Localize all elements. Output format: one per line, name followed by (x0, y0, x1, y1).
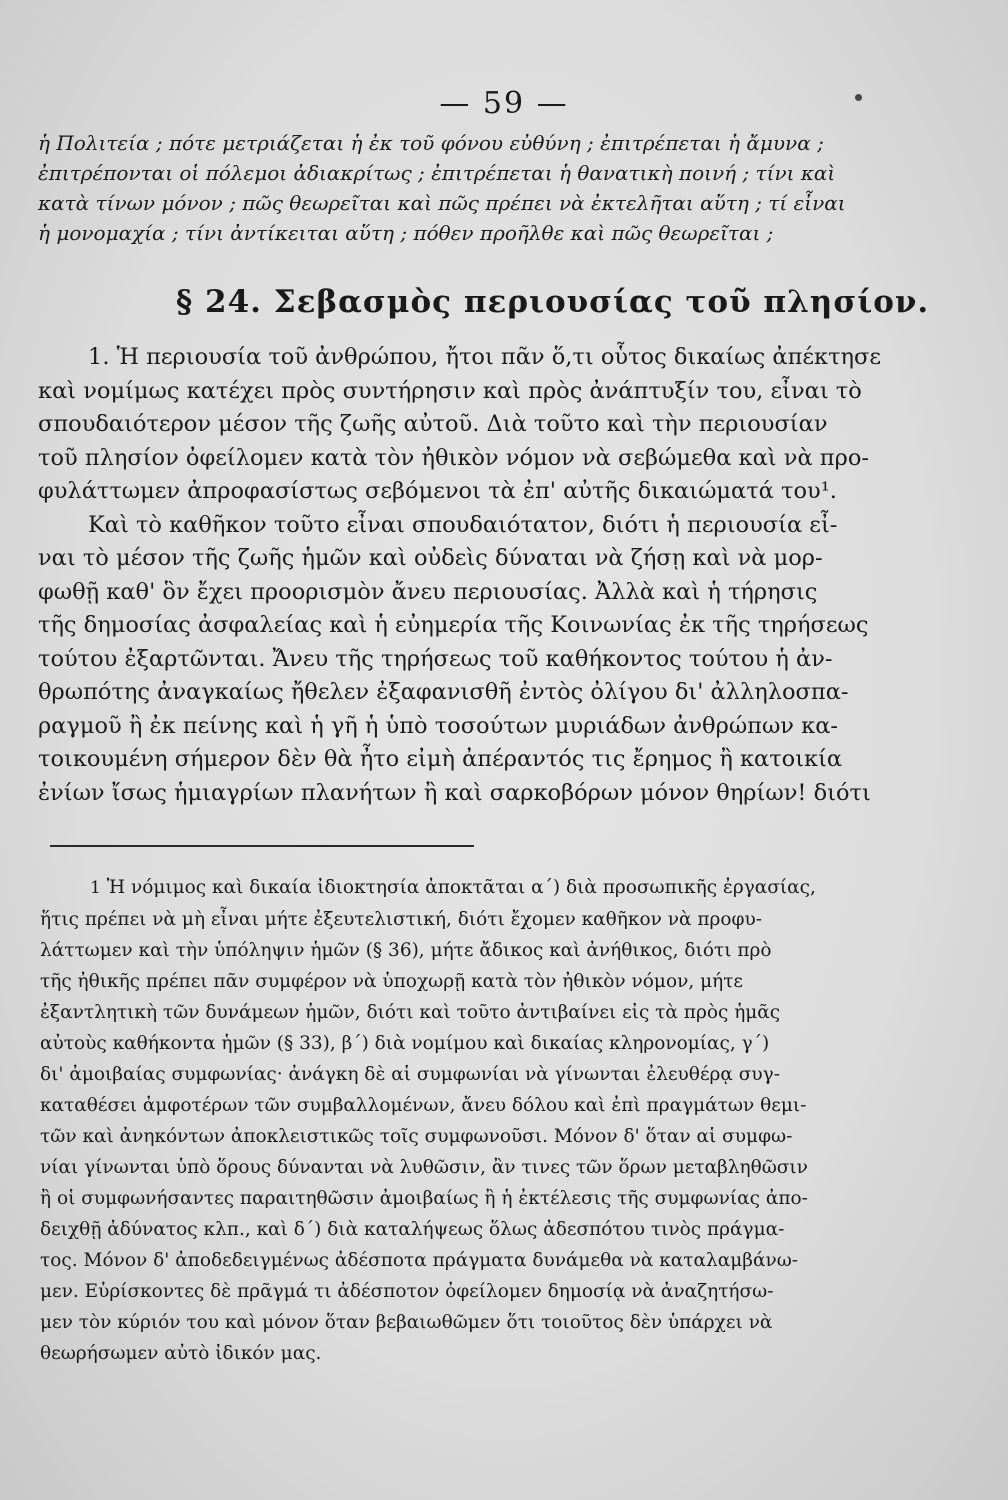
body-line: ἐνίων ἴσως ἡμιαγρίων πλανήτων ἢ καὶ σαρκοβόρων μόνον θηρίων! διότι (38, 779, 871, 806)
question-line: ἐπιτρέπονται οἱ πόλεμοι ἀδιακρίτως ; ἐπιτρέπεται ἡ θανατικὴ ποινή ; τίνι καὶ (38, 161, 836, 185)
body-line: καὶ νομίμως κατέχει πρὸς συντήρησιν καὶ πρὸς ἀνάπτυξίν του, εἶναι τὸ (38, 377, 862, 404)
body-line: τῆς δημοσίας ἀσφαλείας καὶ ἡ εὐημερία τῆς Κοινωνίας ἐκ τῆς τηρήσεως (38, 612, 869, 638)
footnote-line (40, 872, 886, 904)
question-line: ἡ μονομαχία ; τίνι ἀντίκειται αὕτη ; πόθεν προῆλθε καὶ πῶς θεωρεῖται ; (38, 221, 774, 245)
footnote-text: Ἡ νόμιμος καὶ δικαία ἰδιοκτησία ἀποκτᾶται α΄) διὰ προσωπικῆς ἐργασίας, (106, 877, 816, 898)
page-number: — 59 — (439, 86, 569, 121)
footnote-line: θεωρήσωμεν αὐτὸ ἰδικόν μας. (40, 1343, 322, 1364)
section-heading: § 24. Σεβασμὸς περιουσίας τοῦ πλησίον. (176, 284, 930, 320)
body-line: τούτου ἐξαρτῶνται. Ἄνευ τῆς τηρήσεως τοῦ καθήκοντος τούτου ἡ ἀν- (38, 645, 833, 672)
footnote-line: λάττωμεν καὶ τὴν ὑπόληψιν ἡμῶν (§ 36), μήτε ἄδικος καὶ ἀνήθικος, διότι πρὸ (40, 940, 772, 961)
footnote-divider (50, 845, 474, 847)
footnote-line: τῆς ἠθικῆς πρέπει πᾶν συμφέρον νὰ ὑποχωρῇ κατὰ τὸν ἠθικὸν νόμον, μήτε (40, 971, 744, 992)
question-line: ἡ Πολιτεία ; πότε μετριάζεται ἡ ἐκ τοῦ φόνου εὐθύνη ; ἐπιτρέπεται ἡ ἄμυνα ; (38, 131, 824, 155)
footnote-line: μεν. Εὑρίσκοντες δὲ πρᾶγμά τι ἀδέσποτον ὀφείλομεν δημοσίᾳ νὰ ἀναζητήσω- (40, 1281, 774, 1302)
body-line: ραγμοῦ ἢ ἐκ πείνης καὶ ἡ γῆ ἡ ὑπὸ τοσούτων μυριάδων ἀνθρώπων κα- (38, 712, 838, 739)
footnote (40, 872, 886, 1369)
footnote-number: 1 (90, 878, 101, 898)
body-line: τοικουμένη σήμερον δὲν θὰ ἦτο εἰμὴ ἀπέραντός τις ἔρημος ἢ κατοικία (38, 746, 843, 772)
body-text (38, 341, 888, 810)
footnote-line: ἐξαντλητικὴ τῶν δυνάμεων ἡμῶν, διότι καὶ τοῦτο ἀντιβαίνει εἰς τὰ πρὸς ἡμᾶς (40, 1002, 781, 1023)
footnote-line: νίαι γίνωνται ὑπὸ ὅρους δύνανται νὰ λυθῶσιν, ἂν τινες τῶν ὅρων μεταβληθῶσιν (40, 1157, 808, 1178)
body-line: τοῦ πλησίον ὀφείλομεν κατὰ τὸν ἠθικὸν νόμον νὰ σεβώμεθα καὶ νὰ προ- (38, 444, 869, 471)
footnote-line: ἢ οἱ συμφωνήσαντες παραιτηθῶσιν ἀμοιβαίως ἢ ἡ ἐκτέλεσις τῆς συμφωνίας ἀπο- (40, 1188, 808, 1209)
footnote-line: μεν τὸν κύριόν του καὶ μόνον ὅταν βεβαιωθῶμεν ὅτι τοιοῦτος δὲν ὑπάρχει νὰ (40, 1312, 773, 1333)
body-line: φυλάττωμεν ἀπροφασίστως σεβόμενοι τὰ ἐπ' αὐτῆς δικαιώματά του¹. (38, 478, 837, 504)
body-line: θρωπότης ἀναγκαίως ἤθελεν ἐξαφανισθῆ ἐντὸς ὀλίγου δι' ἀλληλοσπα- (38, 679, 849, 705)
footnote-line: τος. Μόνον δ' ἀποδεδειγμένως ἀδέσποτα πράγματα δυνάμεθα νὰ καταλαμβάνω- (40, 1250, 799, 1271)
body-line: σπουδαιότερον μέσον τῆς ζωῆς αὐτοῦ. Διὰ τοῦτο καὶ τὴν περιουσίαν (38, 411, 828, 437)
body-line: ναι τὸ μέσον τῆς ζωῆς ἡμῶν καὶ οὐδεὶς δύναται νὰ ζήσῃ καὶ νὰ μορ- (38, 545, 823, 571)
footnote-line: δι' ἀμοιβαίας συμφωνίας· ἀνάγκη δὲ αἱ συμφωνίαι νὰ γίνωνται ἐλευθέρᾳ συγ- (40, 1064, 780, 1085)
body-line: 1. Ἡ περιουσία τοῦ ἀνθρώπου, ἤτοι πᾶν ὅ,τι οὗτος δικαίως ἀπέκτησε (88, 344, 882, 370)
footnote-line: ἥτις πρέπει νὰ μὴ εἶναι μήτε ἐξευτελιστική, διότι ἔχομεν καθῆκον νὰ προφυ- (40, 909, 762, 930)
footnote-line: τῶν καὶ ἀνηκόντων ἀποκλειστικῶς τοῖς συμφωνοῦσι. Μόνον δ' ὅταν αἱ συμφω- (40, 1126, 793, 1147)
footnote-line: δειχθῇ ἀδύνατος κλπ., καὶ δ΄) διὰ καταλήψεως ὅλως ἀδεσπότου τινὸς πράγμα- (40, 1219, 785, 1240)
body-line: Καὶ τὸ καθῆκον τοῦτο εἶναι σπουδαιότατον, διότι ἡ περιουσία εἶ- (88, 511, 838, 538)
review-questions (38, 128, 886, 248)
body-line: φωθῇ καθ' ὃν ἔχει προορισμὸν ἄνευ περιουσίας. Ἀλλὰ καὶ ἡ τήρησις (38, 578, 818, 605)
footnote-line: αὐτοὺς καθήκοντα ἡμῶν (§ 33), β΄) διὰ νομίμου καὶ δικαίας κληρονομίας, γ΄) (40, 1033, 770, 1054)
question-line: κατὰ τίνων μόνον ; πῶς θεωρεῖται καὶ πῶς πρέπει νὰ ἐκτελῆται αὕτη ; τί εἶναι (38, 191, 846, 215)
footnote-line: καταθέσει ἀμφοτέρων τῶν συμβαλλομένων, ἄνευ δόλου καὶ ἐπὶ πραγμάτων θεμι- (40, 1095, 807, 1116)
